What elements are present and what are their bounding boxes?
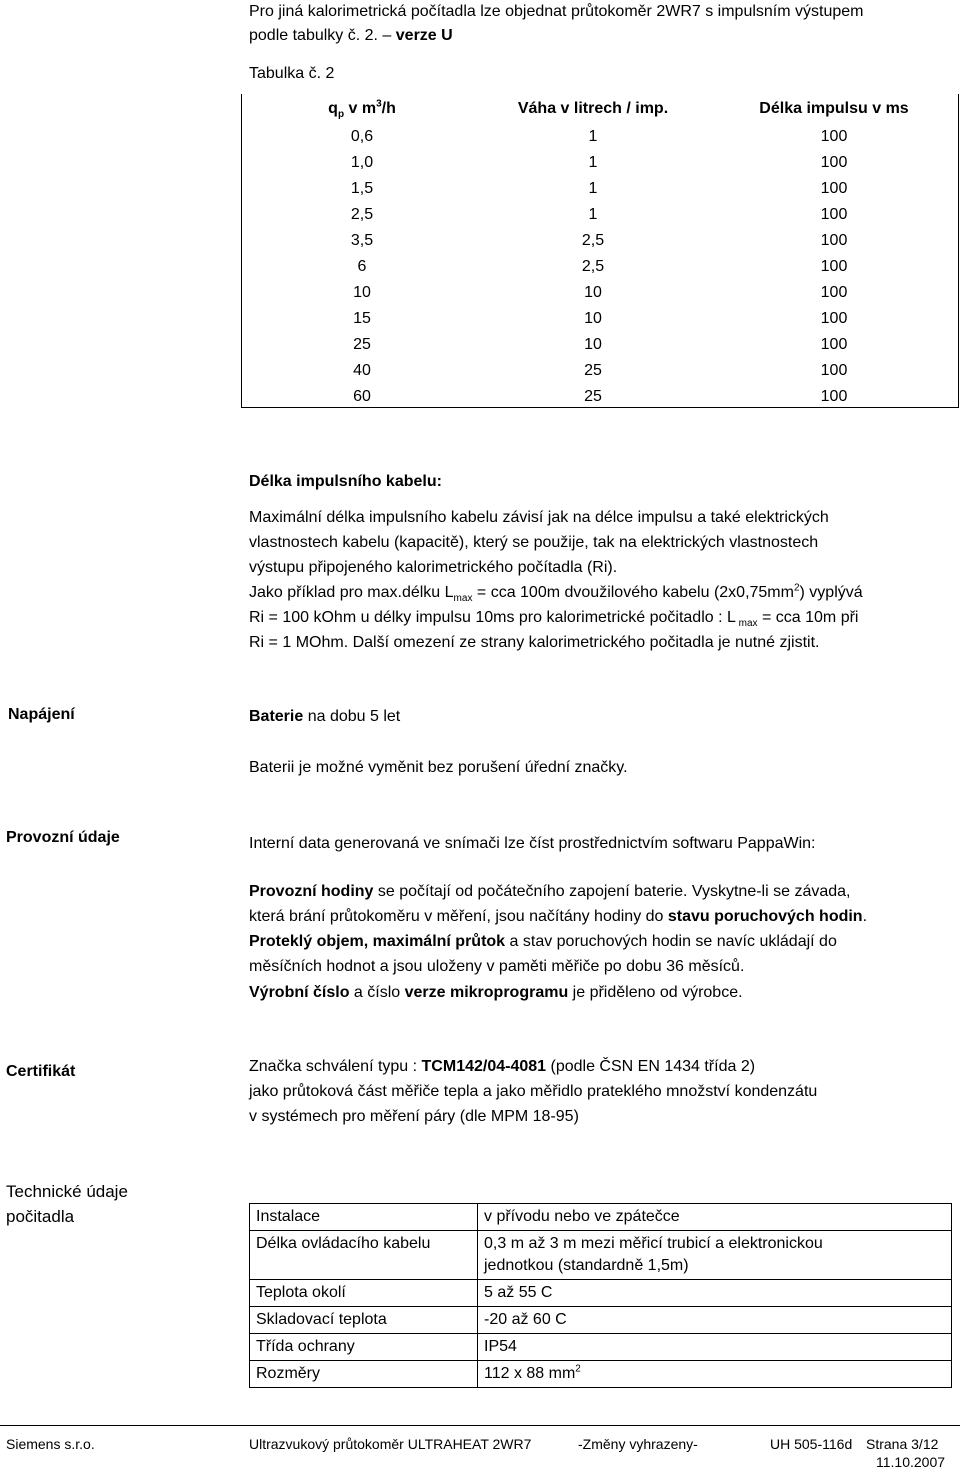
table-cell: 10 [353,284,371,301]
header-flow [242,98,482,120]
table-cell: 100 [820,388,848,405]
flow-table [241,94,959,408]
table-cell: 25 [584,388,602,405]
table-cell: 100 [820,128,848,145]
intro-line-2-text: podle tabulky č. 2. – [249,27,392,44]
cable-length: délku L [401,584,454,601]
cable-text-4 [249,583,863,603]
tech-key: Skladovací teplota [250,1307,478,1334]
operating-line-4: měsíčních hodnot a jsou uloženy v paměti měřiče po dobu 36 měsíců. [249,958,745,975]
table-cell: 1,0 [350,154,374,171]
operating-line-5-end: je přiděleno od výrobce. [568,984,743,1001]
cable-max-sub-2: max [735,618,758,630]
header-q-mid: v m [344,100,377,117]
cert-standard: (podle ČSN EN 1434 třída 2) [546,1058,756,1075]
table-row [250,1204,952,1231]
table-cell: 10 [584,284,602,301]
table-row [242,306,958,332]
cable-ri-end: = cca 10m při [757,609,859,626]
power-line-2: Baterii je možné vyměnit bez porušení úřední značky. [249,759,628,776]
table-row [250,1231,952,1280]
footer-date: 11.10.2007 [876,1454,946,1470]
header-pulse: Délka impulsu v ms [759,100,909,117]
section-label-tech-1: Technické údaje [6,1182,128,1201]
operating-line-3 [249,932,837,952]
section-label-tech-2: počitadla [6,1207,75,1226]
intro-line-2 [249,26,453,46]
battery-duration: na dobu 5 let [303,708,401,725]
table-cell: 1 [588,180,598,197]
tech-value-line-1: 0,3 m až 3 m mezi měřicí trubicí a elektronickou [484,1235,823,1252]
footer-page: Strana 3/12 [866,1436,939,1452]
cable-text-3: výstupu připojeného kalorimetrického počítadla (Ri). [249,559,618,576]
cable-max-sub: max [453,593,473,605]
table-cell: 1 [588,206,598,223]
tech-value-line-2: jednotkou (standardně 1,5m) [484,1257,689,1274]
table-cell: 100 [820,284,848,301]
table-cell: 100 [820,232,848,249]
table-cell: 100 [820,336,848,353]
operating-line-5-mid: a číslo [349,984,405,1001]
cable-text-1: Maximální délka impulsního kabelu závisí jak na délce impulsu a také elektrických [249,509,829,526]
firmware-version: verze mikroprogramu [404,984,569,1001]
table-row [242,202,958,228]
cable-text-5 [249,608,858,628]
header-q-sub: p [337,109,345,121]
table-cell: 100 [820,362,848,379]
power-line-1 [249,707,400,727]
fault-hours: stavu poruchových hodin [667,908,863,925]
table-cell: 25 [353,336,371,353]
tech-table [249,1203,952,1388]
table-cell: 10 [584,336,602,353]
table-cell: 100 [820,258,848,275]
operating-line-2-text: která brání průtokoměru v měření, jsou načítány hodiny do [249,908,668,925]
table-cell: 3,5 [350,232,374,249]
table-row [242,280,958,306]
table-cell: 100 [820,180,848,197]
table-cell: 2,5 [350,206,374,223]
cert-number: TCM142/04-4081 [421,1058,547,1075]
table-row [250,1361,952,1388]
header-weight: Váha v litrech / imp. [517,100,669,117]
tech-key: Instalace [250,1204,478,1231]
battery-label: Baterie [249,708,304,725]
section-label-power: Napájení [8,706,75,723]
tech-value [478,1231,952,1280]
footer-doc: Ultrazvukový průtokoměr ULTRAHEAT 2WR7 [249,1436,532,1452]
header-q: q [328,100,338,117]
volume-flow: Proteklý objem, maximální průtok [249,933,506,950]
operating-hours: Provozní hodiny [249,883,374,900]
table-cell: 100 [820,154,848,171]
operating-intro: Interní data generovaná ve snímači lze číst prostřednictvím softwaru PappaWin: [249,835,816,852]
cable-mm-sup: 2 [793,582,800,594]
cable-ri: Ri = 100 kOhm u délky impulsu 10ms pro kalorimetrické počitadlo : L [249,609,736,626]
cert-line-3: v systémech pro měření páry (dle MPM 18-95) [249,1108,579,1125]
table-row [242,124,958,150]
cable-text-6: Ri = 1 MOhm. Další omezení ze strany kalorimetrického počitadla je nutné zjistit. [249,634,820,651]
table-cell: 60 [353,388,371,405]
section-label-operating: Provozní údaje [6,829,120,846]
table-cell: 6 [357,258,367,275]
table-row [242,358,958,384]
table-cell: 2,5 [581,232,605,249]
section-label-cert: Certifikát [6,1063,76,1080]
tech-value: -20 až 60 C [478,1307,952,1334]
tech-value: 5 až 55 C [478,1280,952,1307]
tech-key: Rozměry [250,1361,478,1388]
table-cell: 1 [588,154,598,171]
cert-approval: Značka schválení typu : [249,1058,422,1075]
cable-text-2: vlastnostech kabelu (kapacitě), který se použije, tak na elektrických vlastnostech [249,534,819,551]
header-q-sup: 3 [376,98,382,110]
header-q-end: /h [381,100,396,117]
table-row [242,384,958,410]
table-cell: 40 [353,362,371,379]
table-row [242,150,958,176]
tech-value: v přívodu nebo ve zpátečce [478,1204,952,1231]
operating-line-3-text: a stav poruchových hodin se navíc ukládají do [505,933,837,950]
footer-rule [0,1425,960,1426]
table-row [242,254,958,280]
table-row [250,1334,952,1361]
footer-company: Siemens s.r.o. [6,1436,95,1452]
dimensions: 112 x 88 mm [484,1365,576,1382]
cert-line-1 [249,1057,755,1077]
table-row [242,332,958,358]
cable-heading: Délka impulsního kabelu: [249,473,442,490]
table-cell: 25 [584,362,602,379]
operating-line-2-end: . [862,908,868,925]
table-cell: 15 [353,310,371,327]
footer-ref: UH 505-116d [770,1436,853,1452]
table-caption: Tabulka č. 2 [249,65,335,82]
table-row [242,176,958,202]
table-row [250,1307,952,1334]
table-cell: 1 [588,128,598,145]
table-cell: 2,5 [581,258,605,275]
table-cell: 0,6 [350,128,374,145]
table-row [242,228,958,254]
operating-line-5 [249,983,743,1003]
cert-line-2: jako průtoková část měřiče tepla a jako měřidlo prateklého množství kondenzátu [249,1083,818,1100]
cable-length-value: = cca 100m dvoužilového kabelu (2x0,75mm [472,584,794,601]
footer-changes: -Změny vyhrazeny- [578,1436,698,1452]
dimensions-sup: 2 [575,1363,581,1375]
tech-value [478,1361,952,1388]
tech-key: Teplota okolí [250,1280,478,1307]
tech-key: Třída ochrany [250,1334,478,1361]
table-cell: 10 [584,310,602,327]
serial-number: Výrobní číslo [249,984,350,1001]
version-label: verze U [395,27,453,44]
operating-line-1-text: se počítají od počátečního zapojení baterie. Vyskytne-li se závada, [373,883,851,900]
cable-example: Jako příklad pro max. [249,584,402,601]
tech-value: IP54 [478,1334,952,1361]
table-row [250,1280,952,1307]
intro-line-1: Pro jiná kalorimetrická počítadla lze objednat průtokoměr 2WR7 s impulsním výstupem [249,3,864,20]
operating-line-1 [249,882,850,902]
cable-result: ) vyplývá [799,584,863,601]
table-cell: 1,5 [350,180,374,197]
table-cell: 100 [820,310,848,327]
table-cell: 100 [820,206,848,223]
operating-line-2 [249,907,867,927]
tech-key: Délka ovládacího kabelu [250,1231,478,1280]
